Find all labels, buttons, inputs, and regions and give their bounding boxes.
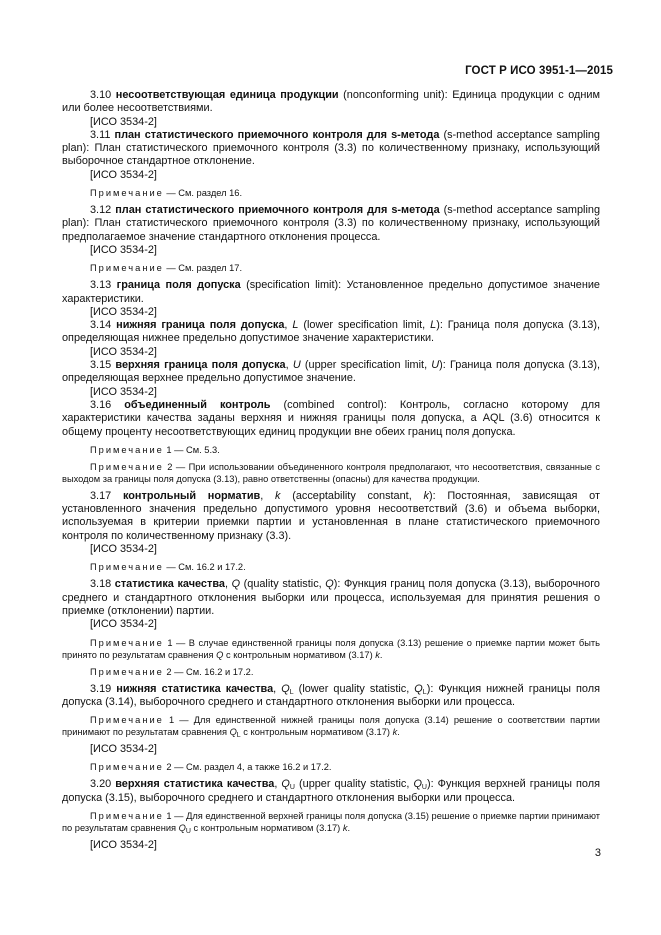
term-symbol: Q — [325, 578, 334, 591]
note-symbol: k — [342, 822, 348, 833]
term-definition: (s-method acceptance sampling plan): План статистического приемочного контроля (3.3) по количественному признаку, использующий выборочное стандартное отклонение. — [62, 128, 600, 168]
source-reference: [ИСО 3534-2] — [90, 243, 157, 256]
term-number: 3.12 — [90, 204, 112, 217]
term-title: объединенный контроль — [124, 398, 271, 411]
note-symbol: Q — [178, 822, 186, 833]
term-definition: ): Функция верхней границы поля допуска (3.15), выборочного среднего и стандартного отклонения выборки или процесса. — [62, 778, 600, 804]
term-number: 3.11 — [90, 128, 111, 141]
term-separator: , — [274, 778, 282, 791]
note-label: Примечание — [90, 762, 164, 773]
term-3-13 — [62, 279, 600, 306]
note-label: Примечание — [90, 188, 164, 199]
term-separator: , — [260, 489, 276, 502]
source-reference: [ИСО 3534-2] — [90, 543, 157, 556]
term-number: 3.10 — [90, 89, 112, 101]
term-definition: (lower specification limit, — [298, 319, 431, 332]
note — [62, 262, 600, 274]
note-text: . — [347, 822, 351, 833]
term-symbol: U — [431, 359, 440, 372]
source-reference: [ИСО 3534-2] — [90, 385, 157, 398]
term-symbol: Q — [281, 682, 290, 695]
note-text: 2 — См. 16.2 и 17.2. — [163, 666, 254, 677]
note-subscript: U — [185, 827, 191, 835]
note-label: Примечание — [90, 666, 164, 677]
note-text: 2 — При использовании объединенного контроля предполагают, что несоответствия, связанные с выходом за границы поля допуска (3.13), равно ответственны (опасны) для качества продукции. — [62, 461, 600, 484]
term-definition: ): Постоянная, зависящая от установленного значения предельно допустимого уровня несоответствий (3.6) и объема выборки, используемая в критерии приемки партии и установленная в плане статистического приемочного контроля по количественному признаку (3.3). — [62, 489, 600, 542]
term-symbol: Q — [231, 578, 241, 591]
note-symbol: Q — [229, 727, 237, 738]
term-title: верхняя статистика качества — [115, 778, 275, 791]
term-symbol: Q — [281, 778, 290, 791]
term-title: контрольный норматив — [122, 489, 261, 502]
term-definition: ): Граница поля допуска (3.13), определяющая верхнее предельно допустимое значение. — [62, 359, 600, 385]
term-separator: , — [224, 578, 232, 591]
term-definition: ): Функция нижней границы поля допуска (3.14), выборочного среднего и стандартного отклонения выборки или процесса. — [62, 682, 600, 708]
term-number: 3.14 — [90, 319, 112, 332]
term-definition: ): Граница поля допуска (3.13), определяющая нижнее предельно допустимое значение характеристики. — [62, 319, 600, 345]
note-text: с контрольным нормативом (3.17) — [223, 649, 376, 660]
term-3-15 — [62, 359, 600, 386]
note-label: Примечание — [90, 444, 164, 455]
term-symbol: U — [292, 359, 301, 372]
note — [62, 444, 600, 456]
term-symbol: Q — [414, 682, 423, 695]
note-text: 1 — См. 5.3. — [163, 444, 220, 455]
term-title: нижняя граница поля допуска — [116, 319, 285, 332]
term-symbol: L — [292, 319, 299, 332]
term-definition: (upper specification limit, — [300, 359, 432, 372]
term-title: несоответствующая единица продукции — [115, 89, 339, 101]
term-symbol: k — [275, 489, 281, 502]
note — [62, 561, 600, 573]
note — [62, 666, 600, 678]
note-text: 2 — См. раздел 4, а также 16.2 и 17.2. — [163, 762, 332, 773]
term-title: нижняя статистика качества — [116, 682, 274, 695]
term-definition: (s-method acceptance sampling plan): План статистического приемочного контроля (3.3) по количественному признаку, использующий предполагаемое значение стандартного отклонения процесса. — [62, 204, 601, 243]
term-title: граница поля допуска — [116, 279, 241, 292]
source-reference: [ИСО 3534-2] — [90, 345, 157, 358]
term-3-12 — [62, 204, 600, 244]
term-subscript: U — [289, 784, 295, 792]
note-symbol: Q — [216, 649, 224, 660]
note-text: — См. 16.2 и 17.2. — [163, 562, 246, 573]
term-number: 3.18 — [90, 578, 112, 591]
note-label: Примечание — [90, 637, 164, 648]
note-label: Примечание — [90, 810, 164, 821]
source-reference: [ИСО 3534-2] — [90, 743, 157, 756]
term-definition: (specification limit): Установленное предельно допустимое значение характеристики. — [62, 279, 600, 305]
note-text: с контрольным нормативом (3.17) — [240, 727, 393, 738]
term-subscript: U — [421, 784, 427, 792]
source-reference: [ИСО 3534-2] — [90, 305, 157, 318]
term-3-19 — [62, 683, 600, 710]
note-symbol: k — [392, 727, 398, 738]
note — [62, 761, 600, 773]
term-3-20 — [62, 778, 600, 805]
term-number: 3.15 — [90, 359, 112, 372]
term-number: 3.20 — [90, 778, 112, 791]
source-reference: [ИСО 3534-2] — [90, 115, 157, 128]
term-definition: (quality statistic, — [240, 578, 326, 591]
source-reference: [ИСО 3534-2] — [90, 838, 157, 851]
term-definition: (nonconforming unit): Единица продукции с одним или более несоответствиями. — [62, 89, 600, 115]
term-definition: (upper quality statistic, — [294, 778, 414, 791]
term-symbol: Q — [413, 778, 422, 791]
term-symbol: L — [430, 319, 437, 332]
term-number: 3.17 — [90, 489, 112, 502]
note-text: 1 — В случае единственной границы поля допуска (3.13) решение о приемке партии может быть принято по результатам сравнения — [62, 637, 600, 660]
page-number: 3 — [594, 847, 601, 859]
term-number: 3.19 — [90, 682, 112, 695]
term-subscript: L — [289, 688, 294, 696]
term-separator: , — [284, 319, 293, 332]
term-symbol: k — [423, 489, 429, 502]
term-3-17 — [62, 490, 600, 543]
note — [62, 187, 600, 199]
note — [62, 714, 600, 738]
note-text: . — [397, 727, 400, 738]
note-text: — См. раздел 16. — [163, 188, 243, 199]
term-definition: ): Функция границ поля допуска (3.13), выборочного среднего и стандартного отклонения выборки или процесса, используемая для принятия решения о приемке (отклонении) партии. — [62, 578, 600, 617]
term-title: статистика качества — [114, 578, 225, 591]
term-subscript: L — [422, 688, 427, 696]
note-label: Примечание — [90, 461, 164, 472]
term-3-10 — [62, 89, 600, 116]
note-text: с контрольным нормативом (3.17) — [190, 822, 343, 833]
note-symbol: k — [375, 649, 380, 660]
term-definition: (lower quality statistic, — [293, 682, 415, 695]
term-definition: (acceptability constant, — [280, 489, 424, 502]
document-body — [62, 89, 600, 852]
note-text: 1 — Для единственной верхней границы поля допуска (3.15) решение о приемке партии принимают по результатам сравнения — [62, 810, 600, 833]
note-label: Примечание — [90, 263, 164, 274]
source-reference: [ИСО 3534-2] — [90, 618, 157, 631]
term-title: план статистического приемочного контроля для s-метода — [114, 128, 440, 141]
term-title: план статистического приемочного контроля для s-метода — [115, 204, 440, 217]
note-subscript: L — [236, 732, 241, 740]
document-header: ГОСТ Р ИСО 3951-1—2015 — [465, 65, 613, 77]
term-3-16 — [62, 399, 600, 439]
term-3-18 — [62, 578, 600, 618]
note-text: . — [379, 649, 383, 660]
term-3-14 — [62, 319, 600, 346]
note-label: Примечание — [90, 715, 164, 726]
term-3-11 — [62, 129, 600, 169]
source-reference: [ИСО 3534-2] — [90, 168, 157, 181]
note — [62, 637, 600, 661]
term-separator: , — [285, 359, 293, 372]
term-definition: (combined control): Контроль, согласно которому для характеристики качества заданы верхняя и нижняя границы поля допуска, а AQL (3.6) относится к общему проценту несоответствующих единиц продукции вне обеих границ поля допуска. — [62, 398, 600, 438]
term-number: 3.13 — [90, 279, 112, 292]
term-title: верхняя граница поля допуска — [115, 359, 286, 372]
note — [62, 810, 600, 834]
note-text: — См. раздел 17. — [163, 263, 243, 274]
note-text: 1 — Для единственной нижней границы поля допуска (3.14) решение о соответствии партии принимают по результатам сравнения — [62, 715, 600, 738]
term-number: 3.16 — [90, 398, 112, 411]
note-label: Примечание — [90, 562, 164, 573]
note — [62, 461, 600, 485]
term-separator: , — [273, 682, 282, 695]
